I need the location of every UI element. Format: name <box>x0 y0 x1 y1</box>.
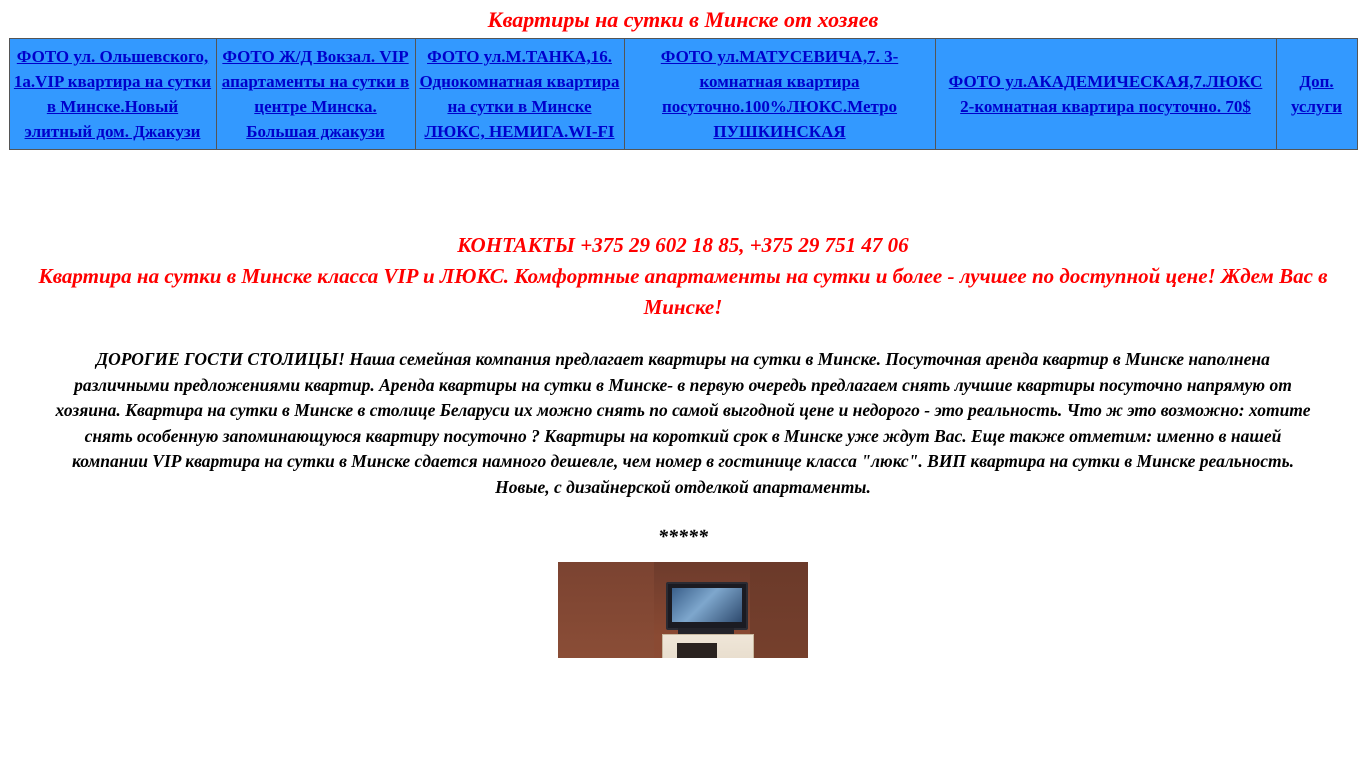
page-title: Квартиры на сутки в Минске от хозяев <box>487 7 879 32</box>
nav-cell-tanka[interactable] <box>415 39 624 150</box>
intro-paragraph: ДОРОГИЕ ГОСТИ СТОЛИЦЫ! Наша семейная компания предлагает квартиры на сутки в Минске. Посуточная аренда квартир в Минске наполнена различными предложениями квартир. Аренда квартиры на сутки в Минске- в первую очередь предлагаем снять лучшие квартиры посуточно напрямую от хозяина. Квартира на сутки в Минске в столице Беларуси их можно снять по самой выгодной цене и недорого - это реальность. Что ж это возможно: хотите снять особенную запоминающуюся квартиру посуточно ? Квартиры на короткий срок в Минске уже ждут Вас. Еще также отметим: именно в нашей компании VIP квартира на сутки в Минске сдается намного дешевле, чем номер в гостинице класса "люкс". ВИП квартира на сутки в Минске реальность. Новые, с дизайнерской отделкой апартаменты. <box>55 349 1311 497</box>
nav-link-railway-station[interactable]: ФОТО Ж/Д Вокзал. VIP апартаменты на сутки в центре Минска. Большая джакузи <box>221 47 410 141</box>
nav-cell-olshevskogo[interactable] <box>9 39 216 150</box>
nav-link-extra-services[interactable]: Доп. услуги <box>1290 72 1343 116</box>
photo-cabinet-panel <box>677 643 717 658</box>
photo-television <box>666 582 748 630</box>
section-separator: ***** <box>658 526 708 548</box>
photo-tv-screen <box>672 588 742 622</box>
contacts-tagline: Квартира на сутки в Минске класса VIP и ЛЮКС. Комфортные апартаменты на сутки и более - лучшее по доступной цене! Ждем Вас в Минске! <box>38 264 1328 319</box>
photo-wall-right <box>750 562 808 658</box>
nav-cell-akademicheskaya[interactable] <box>935 39 1276 150</box>
nav-cell-railway-station[interactable] <box>216 39 415 150</box>
apartment-photo <box>558 562 808 658</box>
nav-cell-extra-services[interactable] <box>1276 39 1357 150</box>
photo-wall-left <box>558 562 654 658</box>
nav-cell-matusevicha[interactable] <box>624 39 935 150</box>
contacts-block <box>0 230 1366 323</box>
main-navigation-table <box>9 38 1358 150</box>
nav-link-olshevskogo[interactable]: ФОТО ул. Ольшевского, 1а.VIP квартира на сутки в Минске.Новый элитный дом. Джакузи <box>13 47 212 141</box>
nav-link-tanka[interactable]: ФОТО ул.М.ТАНКА,16. Однокомнатная квартира на сутки в Минске ЛЮКС, НЕМИГА.WI-FI <box>419 47 620 141</box>
nav-row <box>9 39 1357 150</box>
nav-link-akademicheskaya[interactable]: ФОТО ул.АКАДЕМИЧЕСКАЯ,7.ЛЮКС 2-комнатная квартира посуточно. 70$ <box>948 72 1263 116</box>
photo-cabinet <box>662 634 754 658</box>
nav-link-matusevicha[interactable]: ФОТО ул.МАТУСЕВИЧА,7. 3-комнатная квартира посуточно.100%ЛЮКС.Метро ПУШКИНСКАЯ <box>660 47 899 141</box>
apartment-photo-image <box>558 562 808 658</box>
contacts-phones: КОНТАКТЫ +375 29 602 18 85, +375 29 751 47 06 <box>457 233 909 257</box>
